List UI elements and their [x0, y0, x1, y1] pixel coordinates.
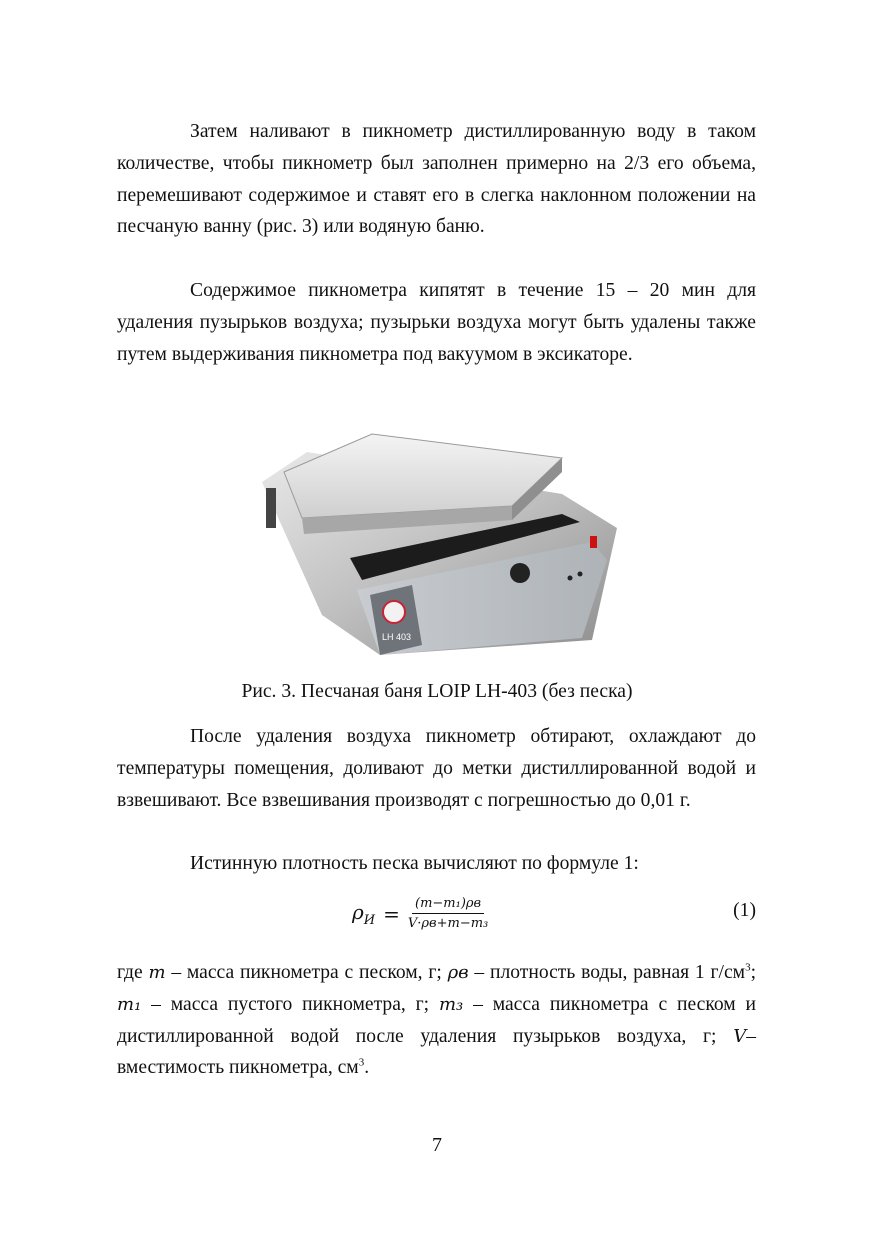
port-icon — [578, 572, 583, 577]
formula-numerator: (m−m₁)ρв — [412, 896, 484, 914]
formula-fraction — [408, 896, 488, 931]
formula-denominator: V·ρв+m−m₃ — [407, 916, 489, 931]
formula — [352, 896, 488, 931]
side-vent-shape — [266, 488, 276, 528]
power-switch-icon — [590, 536, 597, 548]
paragraph-2: Содержимое пикнометра кипятят в течение 15 – 20 мин для удаления пузырьков воздуха; пузырьки воздуха могут быть удалены также путем выдерживания пикнометра под вакуумом в эксикаторе. — [117, 280, 756, 365]
formula-block — [0, 890, 874, 950]
paragraph-3: После удаления воздуха пикнометр обтирают, охлаждают до температуры помещения, доливают до метки дистиллированной водой и взвешивают. Все взвешивания производят с погрешностью до 0,01 г. — [117, 726, 756, 811]
formula-number: (1) — [733, 900, 756, 921]
paragraph-1: Затем наливают в пикнометр дистиллированную воду в таком количестве, чтобы пикнометр был заполнен примерно на 2/3 его объема, перемешивают содержимое и ставят его в слегка наклонном положении на песчаную ванну (рис. 3) или водяную баню. — [117, 121, 756, 238]
logo-icon — [383, 601, 405, 623]
formula-equals: = — [383, 901, 400, 926]
figure-caption: Рис. 3. Песчаная баня LOIP LH-403 (без песка) — [241, 681, 633, 702]
page-number: 7 — [432, 1134, 442, 1156]
device-label: LH 403 — [382, 632, 412, 642]
formula-lhs: $\rho_И$ — [352, 899, 376, 928]
paragraph-4: Истинную плотность песка вычисляют по формуле 1: — [190, 853, 639, 874]
port-icon — [568, 576, 573, 581]
sand-bath-figure — [262, 430, 622, 662]
knob-icon — [510, 563, 530, 583]
variables-legend: где m – масса пикнометра с песком, г; ρв – плотность воды, равная 1 $г/см^3$; m₁ – масса пустого пикнометра, г; m₃ – масса пикнометра с песком и дистиллированной водой после удаления пузырьков воздуха, г; V– вместимость пикнометра, $см^3$. — [117, 961, 757, 1079]
